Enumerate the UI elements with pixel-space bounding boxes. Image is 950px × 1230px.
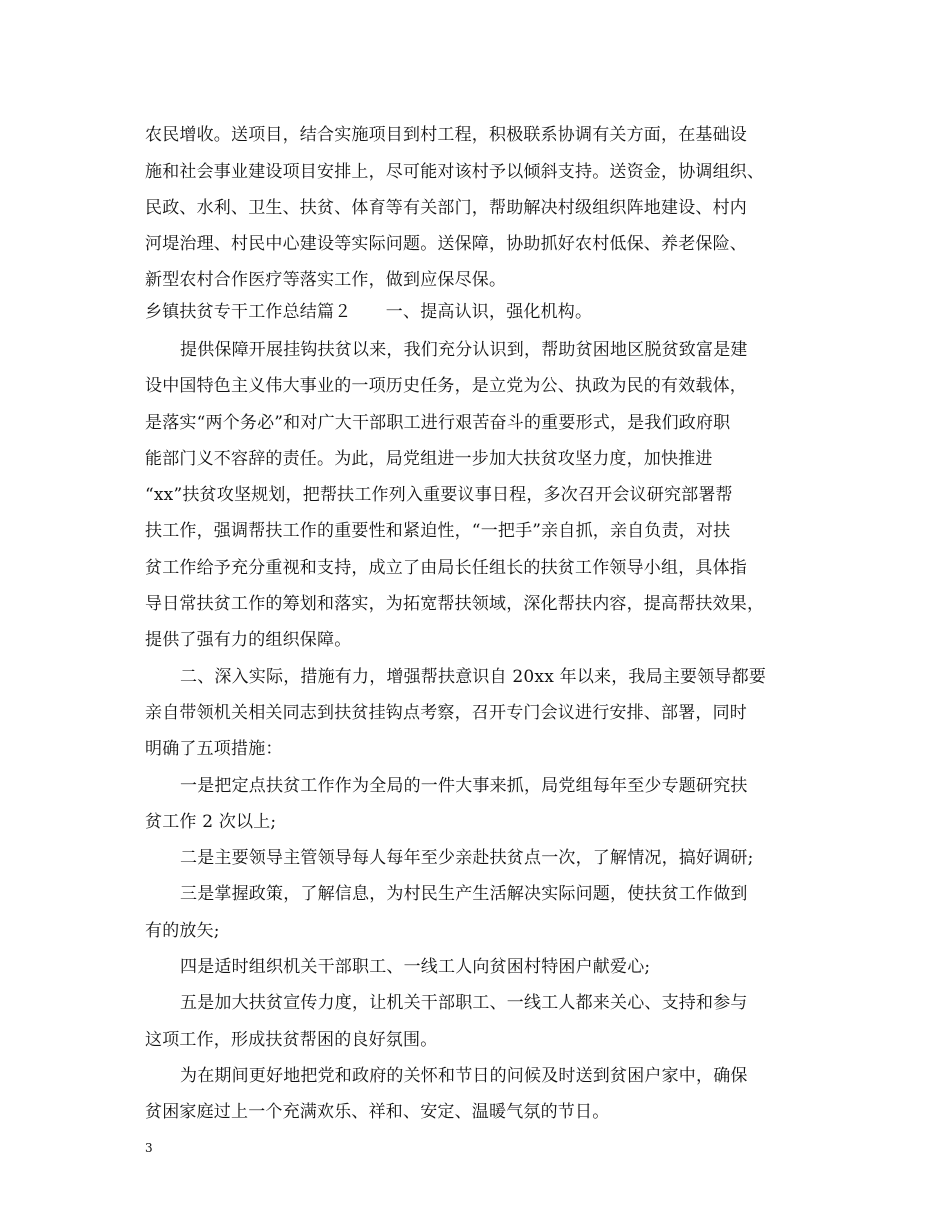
text-line: 提供了强有力的组织保障。 — [145, 630, 352, 650]
text-line: 这项工作，形成扶贫帮困的良好氛围。 — [145, 1030, 438, 1050]
text-line: 五是加大扶贫宣传力度，让机关干部职工、一线工人都来关心、支持和参与 — [180, 993, 748, 1013]
text-line: 新型农村合作医疗等落实工作，做到应保尽保。 — [145, 270, 507, 290]
page-number: 3 — [145, 1141, 153, 1155]
text-line: 二是主要领导主管领导每人每年至少亲赴扶贫点一次，了解情况，搞好调研; — [180, 848, 754, 868]
text-line: 亲自带领机关相关同志到扶贫挂钩点考察，召开专门会议进行安排、部署，同时 — [145, 703, 747, 723]
text-line: 贫工作给予充分重视和支持，成立了由局长任组长的扶贫工作领导小组，具体指 — [145, 558, 747, 578]
text-line: 贫工作 2 次以上; — [145, 812, 277, 832]
text-line: 明确了五项措施： — [145, 739, 283, 759]
text-line: 民政、水利、卫生、扶贫、体育等有关部门，帮助解决村级组织阵地建设、村内 — [145, 198, 747, 218]
text-line: 三是掌握政策，了解信息，为村民生产生活解决实际问题，使扶贫工作做到 — [180, 884, 748, 904]
text-line: 提供保障开展挂钩扶贫以来，我们充分认识到，帮助贫困地区脱贫致富是建 — [180, 340, 748, 360]
text-line: “xx”扶贫攻坚规划，把帮扶工作列入重要议事日程，多次召开会议研究部署帮 — [145, 485, 733, 505]
text-line: 能部门义不容辞的责任。为此，局党组进一步加大扶贫攻坚力度，加快推进 — [145, 449, 713, 469]
text-line: 为在期间更好地把党和政府的关怀和节日的问候及时送到贫困户家中，确保 — [180, 1066, 748, 1086]
text-line: 二、深入实际，措施有力，增强帮扶意识自 20xx 年以来，我局主要领导都要 — [180, 667, 767, 687]
text-line: 有的放矢; — [145, 921, 220, 941]
text-line: 四是适时组织机关干部职工、一线工人向贫困村特困户献爱心; — [180, 957, 651, 977]
section-heading: 乡镇扶贫专干工作总结篇２ 一、提高认识，强化机构。 — [145, 302, 593, 322]
text-line: 一是把定点扶贫工作作为全局的一件大事来抓，局党组每年至少专题研究扶 — [180, 776, 748, 796]
text-line: 贫困家庭过上一个充满欢乐、祥和、安定、温暖气氛的节日。 — [145, 1102, 610, 1122]
text-line: 施和社会事业建设项目安排上，尽可能对该村予以倾斜支持。送资金，协调组织、 — [145, 162, 765, 182]
text-line: 扶工作，强调帮扶工作的重要性和紧迫性，“一把手”亲自抓，亲自负责，对扶 — [145, 521, 731, 541]
text-line: 河堤治理、村民中心建设等实际问题。送保障，协助抓好农村低保、养老保险、 — [145, 234, 747, 254]
text-line: 农民增收。送项目，结合实施项目到村工程，积极联系协调有关方面，在基础设 — [145, 125, 747, 145]
text-line: 导日常扶贫工作的筹划和落实，为拓宽帮扶领域，深化帮扶内容，提高帮扶效果， — [145, 594, 765, 614]
text-line: 是落实“两个务必”和对广大干部职工进行艰苦奋斗的重要形式，是我们政府职 — [145, 413, 731, 433]
text-line: 设中国特色主义伟大事业的一项历史任务，是立党为公、执政为民的有效载体， — [145, 376, 747, 396]
